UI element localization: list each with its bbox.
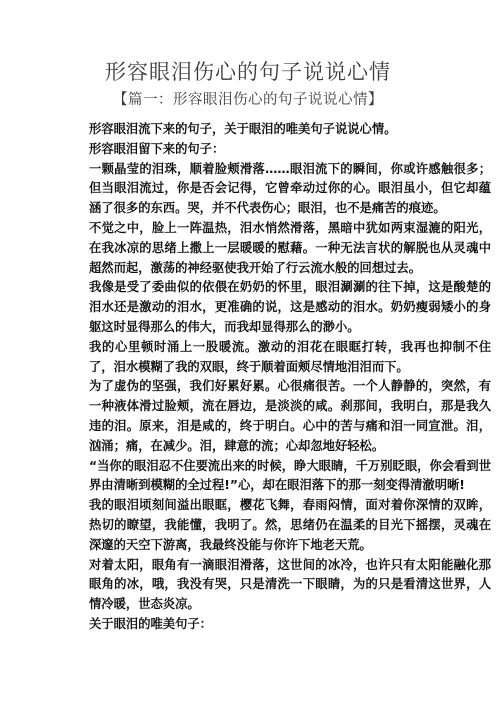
document-subtitle: 【篇一：形容眼泪伤心的句子说说心情】 (113, 92, 383, 108)
paragraph: “当你的眼泪忍不住要流出来的时候，睁大眼睛，千万别眨眼，你会看到世界由清晰到模糊的全过程!”心，却在眼泪落下的那一刻变得清澈明晰! (89, 458, 491, 493)
document-title: 形容眼泪伤心的句子说说心情 (105, 60, 391, 84)
document-body (89, 120, 491, 635)
paragraph-heading: 关于眼泪的唯美句子： (89, 616, 212, 631)
paragraph: 不觉之中，脸上一阵温热，泪水悄然滑落，黑暗中犹如两束湿漉的阳光，在我冰凉的思绪上撒上一层暖暖的慰藉。一种无法言状的解脱也从灵魂中超然而起，激荡的神经驱使我开始了行云流水般的回想过去。 (89, 220, 491, 275)
paragraph: 我的眼泪顷刻间溢出眼眶，樱花飞舞，春雨闷情，面对着你深情的双眸，热切的瞭望，我能懂，我明了。然，思绪仍在温柔的目光下摇摆，灵魂在深邃的天空下游离，我最终没能与你许下地老天荒。 (89, 498, 491, 552)
paragraph-intro: 形容眼泪流下来的句子，关于眼泪的唯美句子说说心情。 (89, 122, 397, 136)
paragraph: 我的心里顿时涌上一股暖流。激动的泪花在眼眶打转，我再也抑制不住了，泪水模糊了我的双眼，终于顺着面颊尽情地泪泪而下。 (89, 339, 491, 374)
paragraph: 我像是受了委曲似的依偎在奶奶的怀里，眼泪涮涮的往下掉，这是酸楚的泪水还是激动的泪水，更准确的说，这是感动的泪水。奶奶瘦弱矮小的身躯这时显得那么的伟大，而我却显得那么的渺小。 (89, 280, 491, 334)
paragraph-heading: 形容眼泪留下来的句子： (89, 141, 225, 156)
paragraph: 为了虚伪的坚强，我们好累好累。心很痛很苦。一个人静静的，突然，有一种液体滑过脸颊，流在唇边，是淡淡的咸。刹那间，我明白，那是我久违的泪。原来，泪是咸的，终于明白。心中的苦与痛和泪一同宣泄。泪，汹涌；痛，在减少。泪，肆意的流；心却忽地好轻松。 (89, 379, 491, 453)
paragraph: 一颗晶莹的泪珠，顺着脸颊滑落……眼泪流下的瞬间，你或许感触很多；但当眼泪流过，你是否会记得，它曾牵动过你的心。眼泪虽小，但它却蕴涵了很多的东西。哭，并不代表伤心；眼泪，也不是痛苦的痕迹。 (89, 161, 491, 216)
paragraph: 对着太阳，眼角有一滴眼泪滑落，这世间的冰冷，也许只有太阳能融化那眼角的冰，哦，我没有哭，只是清洗一下眼睛，为的只是看清这世界，人情冷暖，世态炎凉。 (89, 557, 491, 612)
